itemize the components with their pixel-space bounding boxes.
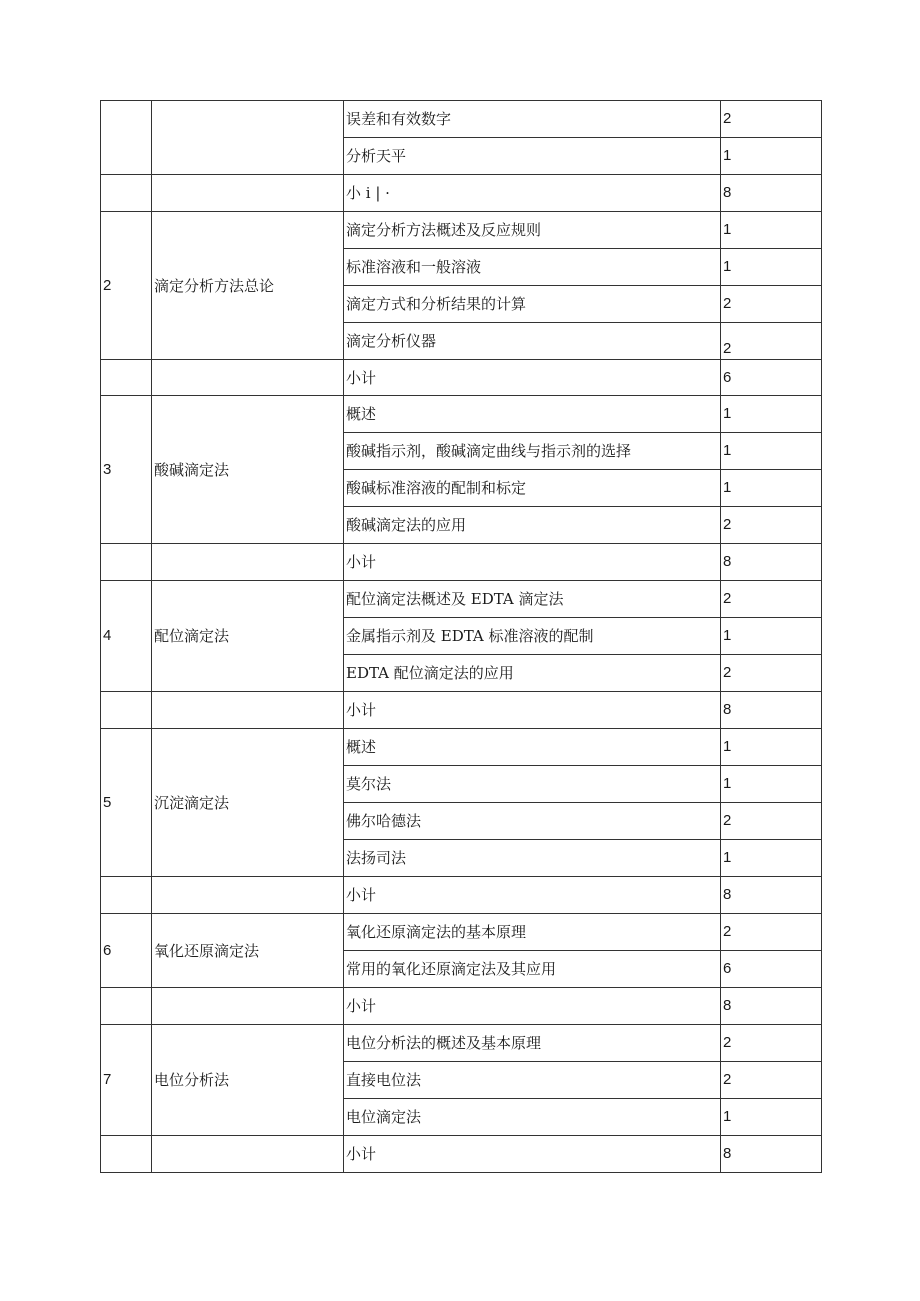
subtotal-title-cell: [152, 877, 344, 914]
topic-hours: 1: [721, 249, 822, 286]
subtotal-label: 小 i | ·: [344, 175, 721, 212]
subtotal-label: 小计: [344, 1136, 721, 1173]
table-row: [101, 396, 822, 433]
chapter-title: [152, 101, 344, 175]
topic-hours: 2: [721, 286, 822, 323]
subtotal-row: [101, 692, 822, 729]
topic-name: 金属指示剂及 EDTA 标准溶液的配制: [344, 618, 721, 655]
topic-name: 直接电位法: [344, 1062, 721, 1099]
table-row: [101, 914, 822, 951]
topic-hours: 1: [721, 1099, 822, 1136]
topic-name: 佛尔哈德法: [344, 803, 721, 840]
topic-name: 滴定分析方法概述及反应规则: [344, 212, 721, 249]
topic-hours: 2: [721, 581, 822, 618]
subtotal-hours: 8: [721, 544, 822, 581]
chapter-title: 沉淀滴定法: [152, 729, 344, 877]
topic-hours: 1: [721, 618, 822, 655]
chapter-title: 滴定分析方法总论: [152, 212, 344, 360]
topic-name: 酸碱指示剂，酸碱滴定曲线与指示剂的选择: [344, 433, 721, 470]
topic-name: 酸碱标准溶液的配制和标定: [344, 470, 721, 507]
chapter-number: 4: [101, 581, 152, 692]
topic-hours: 2: [721, 101, 822, 138]
subtotal-title-cell: [152, 544, 344, 581]
subtotal-number-cell: [101, 988, 152, 1025]
subtotal-title-cell: [152, 692, 344, 729]
subtotal-title-cell: [152, 988, 344, 1025]
subtotal-hours: 6: [721, 360, 822, 396]
topic-name: 分析天平: [344, 138, 721, 175]
subtotal-row: [101, 877, 822, 914]
subtotal-title-cell: [152, 175, 344, 212]
chapter-number: [101, 101, 152, 175]
subtotal-label: 小计: [344, 988, 721, 1025]
topic-name: 常用的氧化还原滴定法及其应用: [344, 951, 721, 988]
table-row: [101, 1025, 822, 1062]
topic-name: 误差和有效数字: [344, 101, 721, 138]
topic-name: 电位分析法的概述及基本原理: [344, 1025, 721, 1062]
chapter-title: 酸碱滴定法: [152, 396, 344, 544]
subtotal-number-cell: [101, 692, 152, 729]
subtotal-number-cell: [101, 175, 152, 212]
subtotal-label: 小计: [344, 360, 721, 396]
topic-name: EDTA 配位滴定法的应用: [344, 655, 721, 692]
topic-hours: 6: [721, 951, 822, 988]
topic-hours: 1: [721, 470, 822, 507]
subtotal-hours: 8: [721, 175, 822, 212]
topic-hours: 2: [721, 1025, 822, 1062]
subtotal-number-cell: [101, 877, 152, 914]
topic-name: 莫尔法: [344, 766, 721, 803]
subtotal-row: [101, 988, 822, 1025]
subtotal-row: [101, 175, 822, 212]
table-row: [101, 212, 822, 249]
topic-hours: 2: [721, 655, 822, 692]
subtotal-hours: 8: [721, 1136, 822, 1173]
topic-hours: 1: [721, 396, 822, 433]
topic-hours: 2: [721, 914, 822, 951]
topic-name: 滴定方式和分析结果的计算: [344, 286, 721, 323]
topic-hours: 1: [721, 138, 822, 175]
topic-hours: 2: [721, 323, 822, 360]
chapter-number: 7: [101, 1025, 152, 1136]
topic-hours: 1: [721, 840, 822, 877]
table-row: [101, 729, 822, 766]
topic-name: 配位滴定法概述及 EDTA 滴定法: [344, 581, 721, 618]
topic-name: 电位滴定法: [344, 1099, 721, 1136]
subtotal-number-cell: [101, 1136, 152, 1173]
subtotal-number-cell: [101, 360, 152, 396]
chapter-title: 氧化还原滴定法: [152, 914, 344, 988]
topic-name: 标准溶液和一般溶液: [344, 249, 721, 286]
topic-hours: 1: [721, 212, 822, 249]
topic-hours: 2: [721, 803, 822, 840]
table-row: [101, 581, 822, 618]
chapter-number: 5: [101, 729, 152, 877]
subtotal-hours: 8: [721, 877, 822, 914]
topic-hours: 1: [721, 729, 822, 766]
subtotal-row: [101, 1136, 822, 1173]
topic-hours: 2: [721, 507, 822, 544]
topic-name: 酸碱滴定法的应用: [344, 507, 721, 544]
subtotal-hours: 8: [721, 988, 822, 1025]
subtotal-row: [101, 544, 822, 581]
syllabus-table: [100, 100, 822, 1173]
subtotal-title-cell: [152, 1136, 344, 1173]
chapter-number: 6: [101, 914, 152, 988]
chapter-number: 2: [101, 212, 152, 360]
chapter-title: 电位分析法: [152, 1025, 344, 1136]
subtotal-row: [101, 360, 822, 396]
subtotal-number-cell: [101, 544, 152, 581]
topic-name: 概述: [344, 396, 721, 433]
topic-hours: 1: [721, 433, 822, 470]
subtotal-label: 小计: [344, 877, 721, 914]
topic-hours: 1: [721, 766, 822, 803]
chapter-title: 配位滴定法: [152, 581, 344, 692]
topic-name: 滴定分析仪器: [344, 323, 721, 360]
subtotal-label: 小计: [344, 692, 721, 729]
table-row: [101, 101, 822, 138]
chapter-number: 3: [101, 396, 152, 544]
topic-name: 法扬司法: [344, 840, 721, 877]
topic-hours: 2: [721, 1062, 822, 1099]
subtotal-hours: 8: [721, 692, 822, 729]
subtotal-title-cell: [152, 360, 344, 396]
subtotal-label: 小计: [344, 544, 721, 581]
topic-name: 氧化还原滴定法的基本原理: [344, 914, 721, 951]
topic-name: 概述: [344, 729, 721, 766]
